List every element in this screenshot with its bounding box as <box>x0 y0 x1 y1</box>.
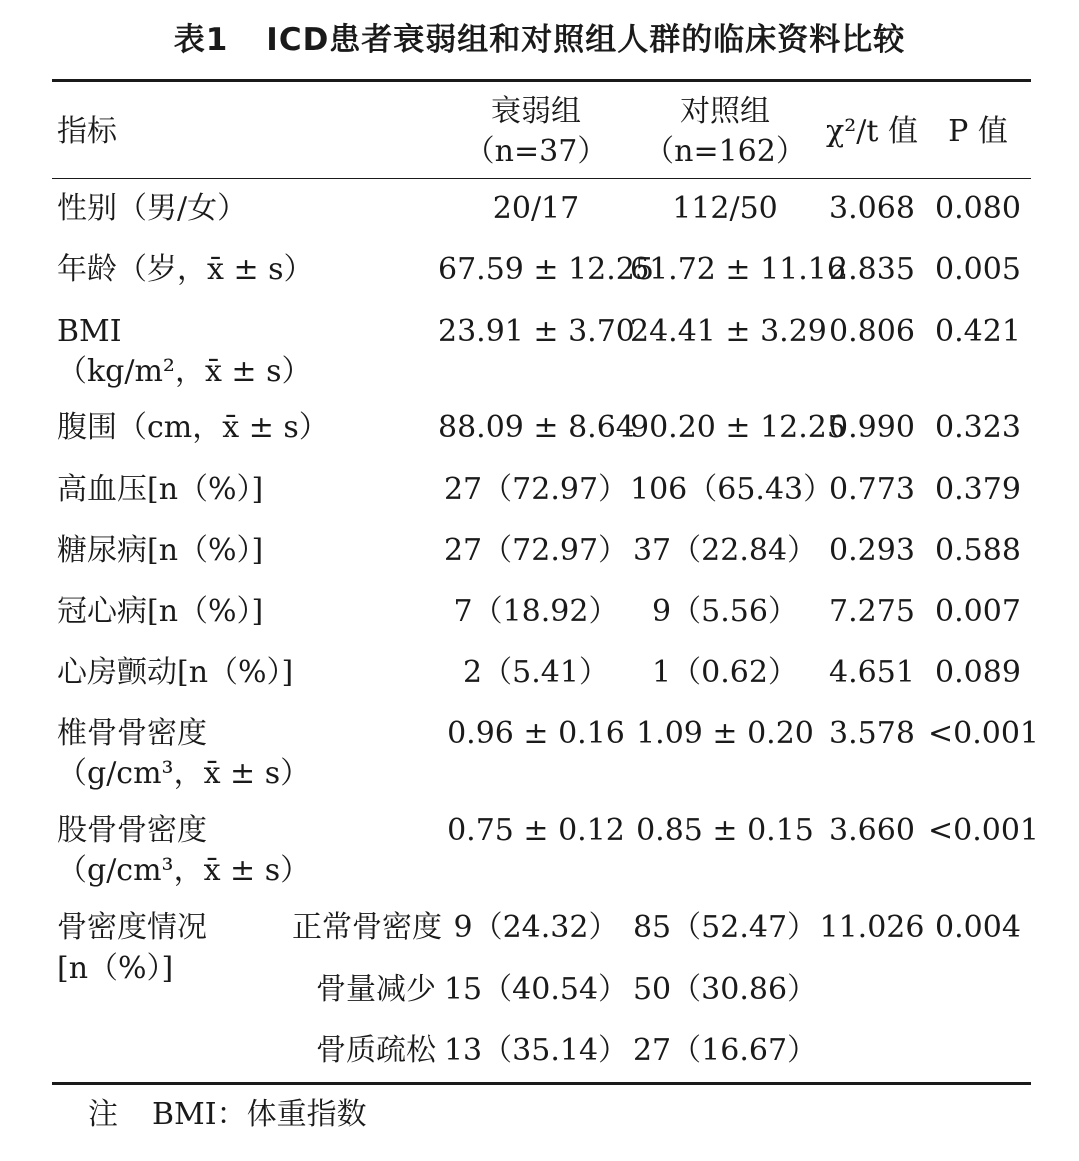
group-indicator-unit: [n（%）] <box>57 951 174 986</box>
header-control-label: 对照组 <box>680 94 770 129</box>
subrow-frail-value: 15（40.54） <box>443 972 629 1007</box>
row-indicator-unit: （kg/m²，x̄ ± s） <box>57 354 312 389</box>
row-frail-value: 23.91 ± 3.70 <box>438 314 635 349</box>
row-indicator: 腹围（cm，x̄ ± s） <box>57 410 329 445</box>
header-control-group <box>630 92 820 172</box>
header-frail-group <box>438 92 634 172</box>
row-control-value: 1.09 ± 0.20 <box>636 716 814 751</box>
row-p-value: 0.323 <box>935 410 1021 445</box>
row-control-value: 106（65.43） <box>630 472 834 507</box>
header-indicator: 指标 <box>57 114 117 149</box>
subrow-control-value: 85（52.47） <box>632 910 818 945</box>
row-chi-value: 2.835 <box>829 252 915 287</box>
row-indicator: 年龄（岁，x̄ ± s） <box>57 252 314 287</box>
subrow-label: 骨质疏松 <box>316 1033 436 1068</box>
row-chi-value: 7.275 <box>829 594 915 629</box>
row-frail-value: 27（72.97） <box>443 533 629 568</box>
row-chi-value: 3.578 <box>829 716 915 751</box>
note-label: 注 <box>88 1097 118 1132</box>
row-p-value: 0.588 <box>935 533 1021 568</box>
header-chi-t: χ²/t 值 <box>826 114 918 149</box>
row-chi-value: 3.068 <box>829 191 915 226</box>
row-p-value: 0.080 <box>935 191 1021 226</box>
header-rule <box>52 178 1031 179</box>
row-indicator-unit: （g/cm³，x̄ ± s） <box>57 756 311 791</box>
row-control-value: 37（22.84） <box>632 533 818 568</box>
row-p-value: 0.007 <box>935 594 1021 629</box>
row-chi-value: 0.990 <box>829 410 915 445</box>
row-frail-value: 0.96 ± 0.16 <box>447 716 625 751</box>
row-control-value: 90.20 ± 12.25 <box>630 410 846 445</box>
bottom-rule <box>52 1082 1031 1085</box>
row-control-value: 9（5.56） <box>652 594 798 629</box>
group-chi-value: 11.026 <box>819 910 925 945</box>
header-p: P 值 <box>948 114 1008 149</box>
row-indicator: 冠心病[n（%）] <box>57 594 264 629</box>
subrow-control-value: 50（30.86） <box>632 972 818 1007</box>
row-indicator: 糖尿病[n（%）] <box>57 533 264 568</box>
header-frail-n: （n=37） <box>464 134 608 169</box>
row-frail-value: 0.75 ± 0.12 <box>447 813 625 848</box>
top-rule <box>52 79 1031 82</box>
row-indicator: 股骨骨密度 <box>57 813 207 848</box>
row-p-value: 0.379 <box>935 472 1021 507</box>
row-control-value: 61.72 ± 11.16 <box>630 252 846 287</box>
row-p-value: 0.089 <box>935 655 1021 690</box>
group-p-value: 0.004 <box>935 910 1021 945</box>
row-frail-value: 7（18.92） <box>453 594 619 629</box>
row-p-value: 0.005 <box>935 252 1021 287</box>
group-indicator: 骨密度情况 <box>57 910 207 945</box>
row-control-value: 0.85 ± 0.15 <box>636 813 814 848</box>
header-frail-label: 衰弱组 <box>491 94 581 129</box>
subrow-control-value: 27（16.67） <box>632 1033 818 1068</box>
row-indicator: 性别（男/女） <box>57 191 248 226</box>
header-control-n: （n=162） <box>644 134 806 169</box>
table-note <box>88 1095 367 1135</box>
row-frail-value: 67.59 ± 12.25 <box>438 252 654 287</box>
row-control-value: 24.41 ± 3.29 <box>630 314 827 349</box>
table-caption: ICD患者衰弱组和对照组人群的临床资料比较 <box>266 22 906 58</box>
row-indicator: 椎骨骨密度 <box>57 716 207 751</box>
row-p-value: <0.001 <box>928 813 1040 848</box>
row-frail-value: 88.09 ± 8.64 <box>438 410 635 445</box>
row-indicator: 心房颤动[n（%）] <box>57 655 294 690</box>
row-indicator: BMI <box>57 314 122 349</box>
row-indicator: 高血压[n（%）] <box>57 472 264 507</box>
row-chi-value: 0.293 <box>829 533 915 568</box>
table-number: 表1 <box>173 22 229 58</box>
subrow-frail-value: 13（35.14） <box>443 1033 629 1068</box>
row-frail-value: 20/17 <box>492 191 580 226</box>
row-p-value: 0.421 <box>935 314 1021 349</box>
subrow-label: 正常骨密度 <box>292 910 442 945</box>
row-chi-value: 3.660 <box>829 813 915 848</box>
row-frail-value: 2（5.41） <box>463 655 609 690</box>
row-indicator-unit: （g/cm³，x̄ ± s） <box>57 853 311 888</box>
row-p-value: <0.001 <box>928 716 1040 751</box>
subrow-label: 骨量减少 <box>316 972 436 1007</box>
note-text: BMI：体重指数 <box>152 1097 367 1132</box>
row-chi-value: 0.806 <box>829 314 915 349</box>
row-chi-value: 0.773 <box>829 472 915 507</box>
table-title <box>0 14 1079 59</box>
row-frail-value: 27（72.97） <box>443 472 629 507</box>
row-control-value: 1（0.62） <box>652 655 798 690</box>
subrow-frail-value: 9（24.32） <box>453 910 619 945</box>
row-control-value: 112/50 <box>672 191 778 226</box>
row-chi-value: 4.651 <box>829 655 915 690</box>
